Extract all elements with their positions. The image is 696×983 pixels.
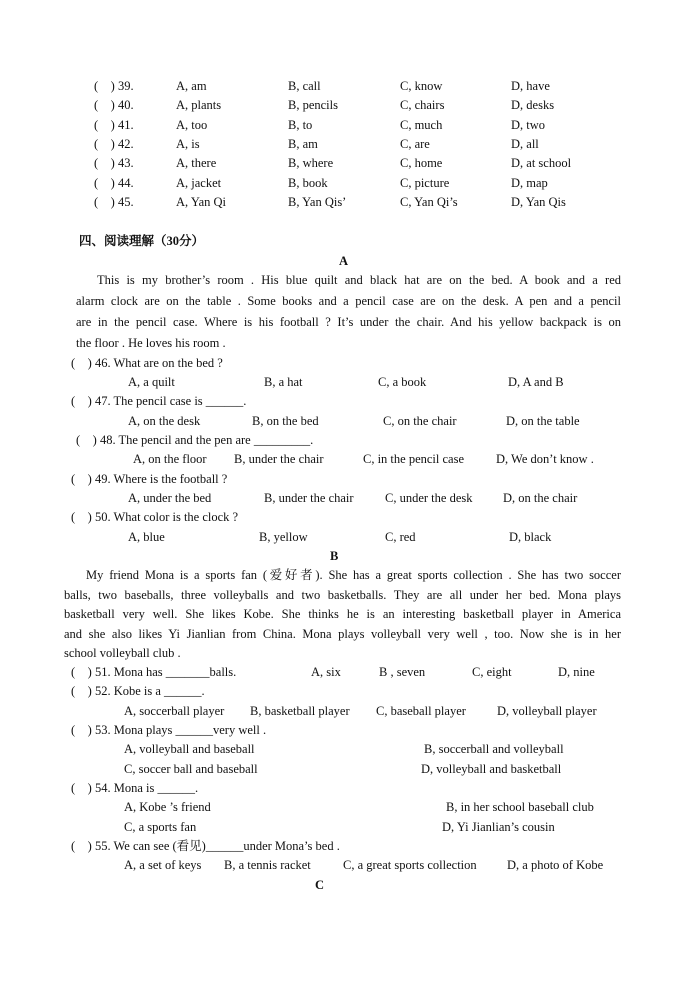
option-d: D, nine — [558, 665, 595, 679]
question-stem: ( ) 50. What color is the clock ? — [71, 510, 239, 524]
passage-a-line: the floor . He loves his room . — [76, 336, 226, 350]
option-d: D, a photo of Kobe — [507, 858, 604, 872]
option-c: C, in the pencil case — [363, 452, 465, 466]
q40-option-a: A, plants — [176, 98, 222, 112]
option-c: C, a great sports collection — [343, 858, 477, 872]
q41-option-b: B, to — [288, 118, 313, 132]
q40-option-d: D, desks — [511, 98, 555, 112]
passage-b-line: My friend Mona is a sports fan (爱好者). She has a great sports collection . She has two soccer — [86, 568, 621, 582]
passage-a-label: A — [339, 254, 349, 268]
q45-option-a: A, Yan Qi — [176, 195, 227, 209]
option-b: B, under the chair — [234, 452, 324, 466]
q44-option-d: D, map — [511, 176, 548, 190]
q40-number: ( ) 40. — [94, 98, 134, 112]
q39-option-a: A, am — [176, 79, 207, 93]
q45-number: ( ) 45. — [94, 195, 134, 209]
option-c: C, a book — [378, 375, 427, 389]
q43-option-d: D, at school — [511, 156, 572, 170]
option-d: D, A and B — [508, 375, 564, 389]
q39-option-d: D, have — [511, 79, 550, 93]
option-b: B, in her school baseball club — [446, 800, 594, 814]
option-c: C, a sports fan — [124, 820, 197, 834]
q42-option-b: B, am — [288, 137, 318, 151]
question-stem: ( ) 52. Kobe is a ______. — [71, 684, 205, 698]
option-a: A, a quilt — [128, 375, 175, 389]
option-b: B, under the chair — [264, 491, 354, 505]
option-a: A, on the desk — [128, 414, 201, 428]
q44-option-a: A, jacket — [176, 176, 222, 190]
q42-option-a: A, is — [176, 137, 200, 151]
question-stem: ( ) 47. The pencil case is ______. — [71, 394, 247, 408]
q44-option-b: B, book — [288, 176, 328, 190]
option-d: D, on the chair — [503, 491, 578, 505]
question-stem: ( ) 53. Mona plays ______very well . — [71, 723, 267, 737]
option-a: A, six — [311, 665, 341, 679]
option-b: B, soccerball and volleyball — [424, 742, 564, 756]
q40-option-c: C, chairs — [400, 98, 445, 112]
option-b: B, on the bed — [252, 414, 319, 428]
q45-option-b: B, Yan Qis’ — [288, 195, 347, 209]
passage-b-line: and she also likes Yi Jianlian from China. Mona plays volleyball very well , too. Now she is in her — [64, 627, 621, 641]
q45-option-c: C, Yan Qi’s — [400, 195, 458, 209]
option-a: A, under the bed — [128, 491, 212, 505]
option-a: A, soccerball player — [124, 704, 225, 718]
question-stem: ( ) 49. Where is the football ? — [71, 472, 228, 486]
option-b: B, a tennis racket — [224, 858, 311, 872]
passage-b-line: balls, two baseballs, three volleyballs and two basketballs. They are all under her bed. Mona plays — [64, 588, 621, 602]
passage-b-line: basketball very well. She likes Kobe. She thinks he is an interesting basketball player in America — [64, 607, 621, 621]
option-b: B, a hat — [264, 375, 303, 389]
option-d: D, Yi Jianlian’s cousin — [442, 820, 555, 834]
passage-c-label: C — [315, 878, 325, 892]
q43-number: ( ) 43. — [94, 156, 134, 170]
q44-option-c: C, picture — [400, 176, 450, 190]
q39-option-c: C, know — [400, 79, 443, 93]
q42-option-c: C, are — [400, 137, 430, 151]
passage-a-line: alarm clock are on the table . Some books and a pencil case are on the desk. A pen and a pencil — [76, 294, 621, 308]
q40-option-b: B, pencils — [288, 98, 338, 112]
option-a: A, a set of keys — [124, 858, 202, 872]
passage-b-line: school volleyball club . — [64, 646, 181, 660]
option-b: B, basketball player — [250, 704, 350, 718]
option-c: C, on the chair — [383, 414, 457, 428]
q45-option-d: D, Yan Qis — [511, 195, 566, 209]
option-d: D, volleyball player — [497, 704, 597, 718]
q41-option-c: C, much — [400, 118, 443, 132]
q39-number: ( ) 39. — [94, 79, 134, 93]
section-title: 四、阅读理解（30分） — [79, 234, 205, 248]
q41-number: ( ) 41. — [94, 118, 134, 132]
option-a: A, volleyball and baseball — [124, 742, 255, 756]
option-d: D, on the table — [506, 414, 580, 428]
option-a: A, blue — [128, 530, 165, 544]
option-c: C, soccer ball and baseball — [124, 762, 258, 776]
option-c: C, red — [385, 530, 416, 544]
q39-option-b: B, call — [288, 79, 321, 93]
question-stem: ( ) 55. We can see (看见)______under Mona’s bed . — [71, 839, 340, 853]
option-c: C, eight — [472, 665, 512, 679]
q42-number: ( ) 42. — [94, 137, 134, 151]
question-stem: ( ) 48. The pencil and the pen are _________. — [76, 433, 314, 447]
option-d: D, black — [509, 530, 552, 544]
option-a: A, Kobe ’s friend — [124, 800, 211, 814]
option-c: C, baseball player — [376, 704, 466, 718]
q43-option-c: C, home — [400, 156, 443, 170]
q43-option-a: A, there — [176, 156, 217, 170]
q42-option-d: D, all — [511, 137, 539, 151]
q44-number: ( ) 44. — [94, 176, 134, 190]
option-b: B , seven — [379, 665, 426, 679]
option-c: C, under the desk — [385, 491, 473, 505]
passage-a-line: are in the pencil case. Where is his football ? It’s under the chair. And his yellow backpack is on — [76, 315, 621, 329]
option-d: D, We don’t know . — [496, 452, 594, 466]
option-d: D, volleyball and basketball — [421, 762, 562, 776]
q41-option-d: D, two — [511, 118, 546, 132]
question-stem: ( ) 54. Mona is ______. — [71, 781, 199, 795]
passage-a-line: This is my brother’s room . His blue quilt and black hat are on the bed. A book and a red — [97, 273, 621, 287]
q41-option-a: A, too — [176, 118, 208, 132]
question-stem: ( ) 46. What are on the bed ? — [71, 356, 223, 370]
passage-b-label: B — [330, 549, 339, 563]
option-a: A, on the floor — [133, 452, 207, 466]
option-b: B, yellow — [259, 530, 308, 544]
question-stem: ( ) 51. Mona has _______balls. — [71, 665, 237, 679]
q43-option-b: B, where — [288, 156, 334, 170]
